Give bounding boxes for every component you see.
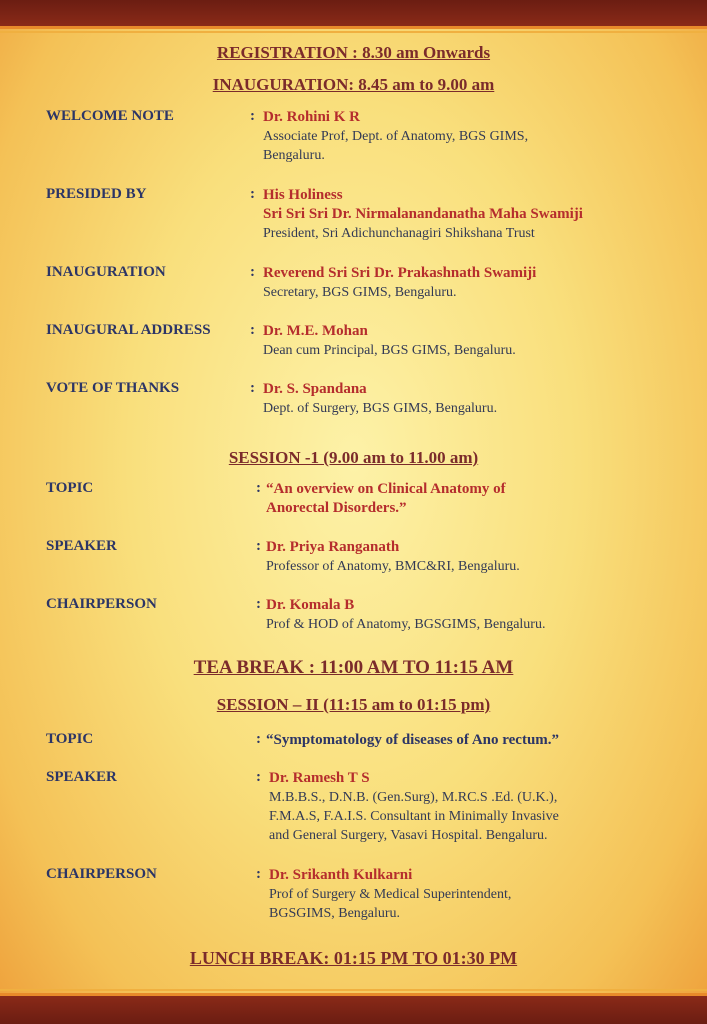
- welcome-note-name: Dr. Rohini K R: [263, 109, 360, 125]
- inauguration-label: INAUGURATION: [46, 264, 166, 280]
- top-border-line-thin: [0, 31, 707, 33]
- inaugural-address-name: Dr. M.E. Mohan: [263, 323, 368, 339]
- colon: :: [250, 108, 255, 124]
- session1-heading: SESSION -1 (9.00 am to 11.00 am): [228, 448, 479, 467]
- session2-speaker-desc-3: and General Surgery, Vasavi Hospital. Bengaluru.: [269, 828, 548, 843]
- colon: :: [256, 596, 261, 612]
- session2-chairperson-desc-1: Prof of Surgery & Medical Superintendent,: [269, 887, 512, 902]
- session2-speaker-entry: [269, 769, 559, 845]
- colon: :: [256, 480, 261, 496]
- session1-speaker-entry: [266, 538, 520, 576]
- session1-speaker-name: Dr. Priya Ranganath: [266, 539, 400, 555]
- session1-speaker-desc: Professor of Anatomy, BMC&RI, Bengaluru.: [266, 559, 520, 574]
- presided-by-label: PRESIDED BY: [46, 186, 147, 202]
- bottom-border-line-thin: [0, 989, 707, 991]
- session1-chairperson-desc: Prof & HOD of Anatomy, BGSGIMS, Bengaluru.: [266, 617, 546, 632]
- session2-chairperson-label: CHAIRPERSON: [46, 866, 157, 882]
- vote-of-thanks-desc: Dept. of Surgery, BGS GIMS, Bengaluru.: [263, 401, 498, 416]
- welcome-note-label: WELCOME NOTE: [46, 108, 174, 124]
- colon: :: [256, 866, 261, 882]
- session1-topic-entry: [266, 480, 506, 518]
- session1-topic-label: TOPIC: [46, 480, 94, 496]
- session2-chairperson-desc-2: BGSGIMS, Bengaluru.: [269, 906, 401, 921]
- session1-topic-line-1: “An overview on Clinical Anatomy of: [266, 481, 506, 497]
- inauguration-desc: Secretary, BGS GIMS, Bengaluru.: [263, 285, 457, 300]
- colon: :: [250, 186, 255, 202]
- welcome-note-desc-1: Associate Prof, Dept. of Anatomy, BGS GIMS,: [263, 129, 529, 144]
- inauguration-entry: [263, 264, 536, 302]
- inauguration-name: Reverend Sri Sri Dr. Prakashnath Swamiji: [263, 265, 537, 281]
- presided-by-name: His Holiness: [263, 187, 343, 203]
- presided-by-desc: President, Sri Adichunchanagiri Shikshana Trust: [263, 226, 535, 241]
- inaugural-address-desc: Dean cum Principal, BGS GIMS, Bengaluru.: [263, 343, 516, 358]
- session2-speaker-desc-2: F.M.A.S, F.A.I.S. Consultant in Minimally Invasive: [269, 809, 559, 824]
- session1-chairperson-label: CHAIRPERSON: [46, 596, 157, 612]
- inaugural-address-label: INAUGURAL ADDRESS: [46, 322, 211, 338]
- session2-heading: SESSION – II (11:15 am to 01:15 pm): [216, 695, 491, 714]
- session1-speaker-label: SPEAKER: [46, 538, 117, 554]
- session2-speaker-name: Dr. Ramesh T S: [269, 770, 370, 786]
- session2-topic-entry: [266, 731, 559, 750]
- presided-by-entry: [263, 186, 583, 243]
- tea-break-heading: TEA BREAK : 11:00 AM TO 11:15 AM: [193, 657, 514, 678]
- colon: :: [256, 538, 261, 554]
- session2-topic-text: “Symptomatology of diseases of Ano rectum.”: [266, 732, 560, 748]
- session1-chairperson-name: Dr. Komala B: [266, 597, 355, 613]
- vote-of-thanks-label: VOTE OF THANKS: [46, 380, 180, 396]
- bottom-border-band: [0, 996, 707, 1024]
- vote-of-thanks-entry: [263, 380, 497, 418]
- colon: :: [250, 322, 255, 338]
- session1-topic-line-2: Anorectal Disorders.”: [266, 500, 407, 516]
- session2-topic-label: TOPIC: [46, 731, 94, 747]
- session2-speaker-label: SPEAKER: [46, 769, 117, 785]
- session1-chairperson-entry: [266, 596, 545, 634]
- inauguration-heading: INAUGURATION: 8.45 am to 9.00 am: [212, 75, 495, 94]
- lunch-break-heading: LUNCH BREAK: 01:15 PM TO 01:30 PM: [189, 948, 518, 968]
- inaugural-address-entry: [263, 322, 516, 360]
- session2-chairperson-name: Dr. Srikanth Kulkarni: [269, 867, 413, 883]
- welcome-note-desc-2: Bengaluru.: [263, 148, 325, 163]
- colon: :: [250, 264, 255, 280]
- registration-heading: REGISTRATION : 8.30 am Onwards: [216, 43, 491, 62]
- presided-by-name-2: Sri Sri Sri Dr. Nirmalanandanatha Maha Swamiji: [263, 206, 583, 222]
- top-border-band: [0, 0, 707, 26]
- session2-chairperson-entry: [269, 866, 511, 923]
- top-border-line: [0, 26, 707, 29]
- colon: :: [256, 731, 261, 747]
- colon: :: [256, 769, 261, 785]
- session2-speaker-desc-1: M.B.B.S., D.N.B. (Gen.Surg), M.RC.S .Ed. (U.K.),: [269, 790, 558, 805]
- welcome-note-entry: [263, 108, 528, 165]
- vote-of-thanks-name: Dr. S. Spandana: [263, 381, 367, 397]
- colon: :: [250, 380, 255, 396]
